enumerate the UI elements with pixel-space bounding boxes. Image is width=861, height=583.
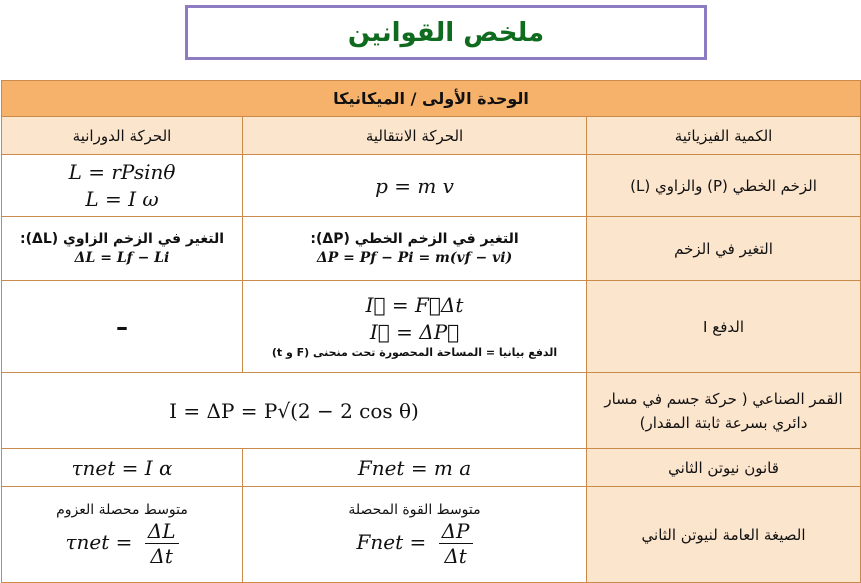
cell-momentum-rotational [2, 155, 243, 217]
fraction-dl-dt [145, 519, 179, 568]
cell-momentum-change-rotational [2, 217, 243, 281]
header-linear: الحركة الانتقالية [243, 117, 587, 155]
fraction-denominator: Δt [444, 544, 467, 569]
eq-impulse-2: I⃗ = ΔP⃗ [369, 320, 460, 345]
label-newton2: قانون نيوتن الثاني [587, 449, 861, 487]
row-newton2-general [2, 487, 861, 583]
eq-impulse-1: I⃗ = F⃗Δt [365, 293, 464, 318]
cell-momentum-change-linear [243, 217, 587, 281]
row-momentum [2, 155, 861, 217]
header-row [2, 117, 861, 155]
header-quantity: الكمية الفيزيائية [587, 117, 861, 155]
eq-linear-change: ΔP = Pf − Pi = m(vf − vi) [316, 249, 513, 266]
laws-table [1, 80, 861, 583]
cell-newton2-general-rotational [2, 487, 243, 583]
eq-newton2-linear: Fnet = m a [357, 455, 472, 480]
title-box [185, 5, 707, 60]
eq-general-linear [357, 519, 473, 568]
cell-satellite [2, 373, 587, 449]
page-title: ملخص القوانين [347, 17, 545, 48]
unit-heading: الوحدة الأولى / الميكانيكا [2, 81, 861, 117]
eq-newton2-rotational: τnet = I α [71, 455, 173, 480]
label-satellite: القمر الصناعي ( حركة جسم في مسار دائري بسرعة ثابتة المقدار) [587, 373, 861, 449]
row-newton2 [2, 449, 861, 487]
unit-row [2, 81, 861, 117]
eq-angular-momentum-1: L = rPsinθ [68, 159, 176, 184]
linear-change-title: التغير في الزخم الخطي (ΔP): [310, 230, 519, 247]
fraction-numerator: ΔL [145, 519, 179, 544]
impulse-note: الدفع بيانيا = المساحة المحصورة تحت منحنى (F و t) [271, 346, 558, 360]
eq-angular-momentum-2: L = I ω [85, 186, 159, 211]
label-newton2-general: الصيغة العامة لنيوتن الثاني [587, 487, 861, 583]
rotational-change-title: التغير في الزخم الزاوي (ΔL): [19, 230, 225, 247]
cell-newton2-general-linear [243, 487, 587, 583]
fraction-dp-dt [439, 519, 473, 568]
eq-general-linear-lhs: Fnet = [356, 530, 427, 555]
fraction-numerator: ΔP [439, 519, 473, 544]
row-impulse [2, 281, 861, 373]
eq-linear-momentum: p = m v [375, 173, 454, 198]
cell-newton2-linear [243, 449, 587, 487]
label-momentum-change: التغير في الزخم [587, 217, 861, 281]
eq-general-rotational [65, 519, 178, 568]
row-satellite [2, 373, 861, 449]
eq-rotational-change: ΔL = Lf − Li [74, 249, 170, 266]
label-momentum: الزخم الخطي (P) والزاوي (L) [587, 155, 861, 217]
linear-avg-caption: متوسط القوة المحصلة [348, 501, 481, 518]
cell-impulse-linear [243, 281, 587, 373]
cell-impulse-rotational [2, 281, 243, 373]
eq-general-rotational-lhs: τnet = [65, 530, 133, 555]
header-rotational: الحركة الدورانية [2, 117, 243, 155]
no-rotational-impulse: – [116, 312, 128, 341]
rotational-avg-caption: متوسط محصلة العزوم [56, 501, 188, 518]
fraction-denominator: Δt [150, 544, 173, 569]
eq-satellite: I = ΔP = P√(2 − 2 cos θ) [169, 398, 419, 423]
cell-momentum-linear [243, 155, 587, 217]
cell-newton2-rotational [2, 449, 243, 487]
row-momentum-change [2, 217, 861, 281]
label-impulse: الدفع I [587, 281, 861, 373]
